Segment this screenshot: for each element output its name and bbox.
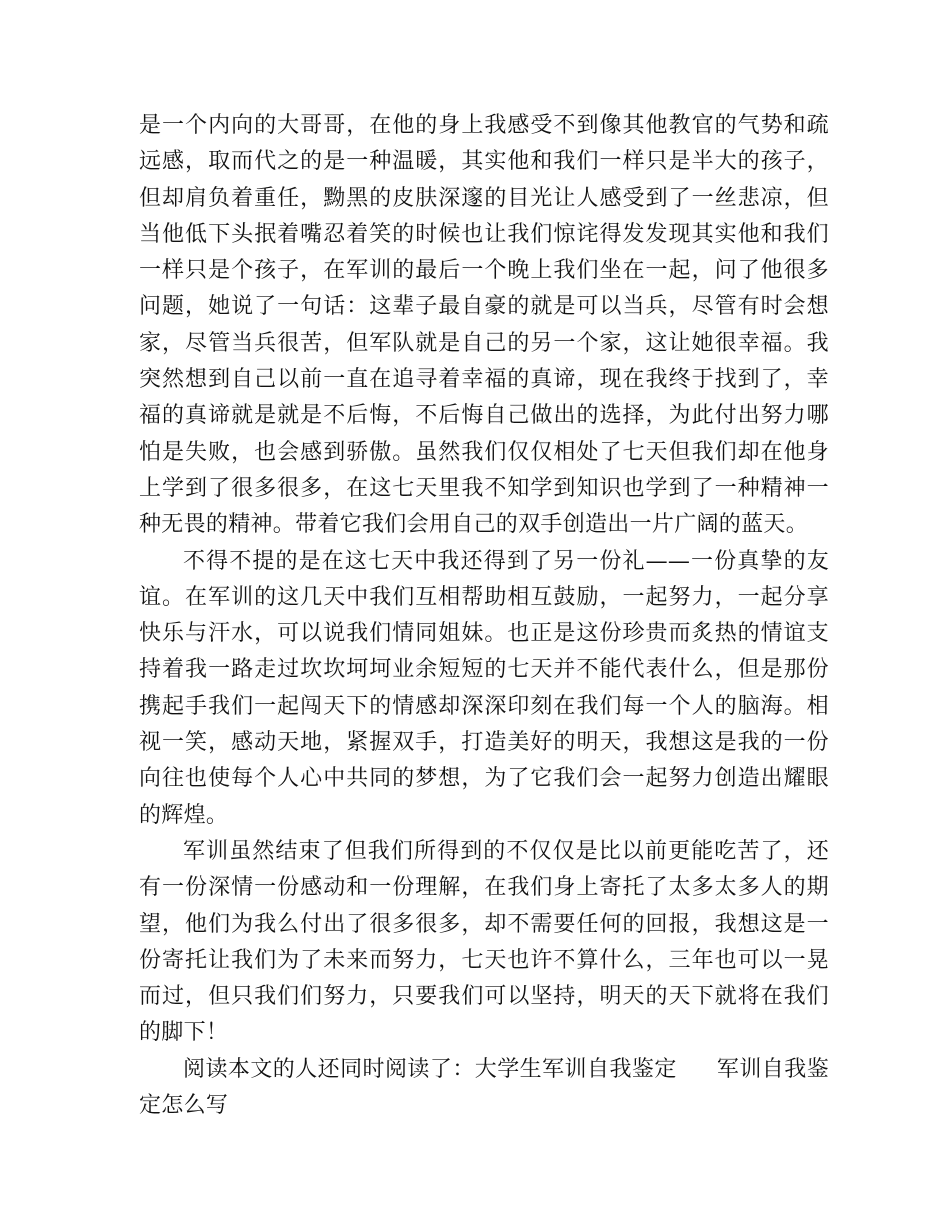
paragraph-3: 军训虽然结束了但我们所得到的不仅仅是比以前更能吃苦了，还有一份深情一份感动和一份理解，在我们身上寄托了太多太多人的期望，他们为我么付出了很多很多，却不需要任何的回报，我想这是一份寄托让我们为了未来而努力，七天也许不算什么，三年也可以一晃而过，但只我们们努力，只要我们可以坚持，明天的天下就将在我们的脚下！ <box>139 838 829 1046</box>
related-link-2[interactable]: 军训自我鉴定怎么写 <box>139 1056 829 1119</box>
article-body <box>139 108 829 1124</box>
paragraph-2: 不得不提的是在这七天中我还得到了另一份礼——一份真挚的友谊。在军训的这几天中我们互相帮助相互鼓励，一起努力，一起分享快乐与汗水，可以说我们情同姐妹。也正是这份珍贵而炙热的情谊支持着我一路走过坎坎坷坷业余短短的七天并不能代表什么，但是那份携起手我们一起闯天下的情感却深深印刻在我们每一个人的脑海。相视一笑，感动天地，紧握双手，打造美好的明天，我想这是我的一份向往也使每个人心中共同的梦想，为了它我们会一起努力创造出耀眼的辉煌。 <box>139 548 829 828</box>
paragraph-1: 是一个内向的大哥哥，在他的身上我感受不到像其他教官的气势和疏远感，取而代之的是一种温暖，其实他和我们一样只是半大的孩子，但却肩负着重任，黝黑的皮肤深邃的目光让人感受到了一丝悲凉，但当他低下头抿着嘴忍着笑的时候也让我们惊诧得发发现其实他和我们一样只是个孩子，在军训的最后一个晚上我们坐在一起，问了他很多问题，她说了一句话：这辈子最自豪的就是可以当兵，尽管有时会想家，尽管当兵很苦，但军队就是自己的另一个家，这让她很幸福。我突然想到自己以前一直在追寻着幸福的真谛，现在我终于找到了，幸福的真谛就是就是不后悔，不后悔自己做出的选择，为此付出努力哪怕是失败，也会感到骄傲。虽然我们仅仅相处了七天但我们却在他身上学到了很多很多，在这七天里我不知学到知识也学到了一种精神一种无畏的精神。带着它我们会用自己的双手创造出一片广阔的蓝天。 <box>139 113 829 538</box>
related-link-1[interactable]: 大学生军训自我鉴定 <box>474 1056 677 1082</box>
related-intro: 阅读本文的人还同时阅读了： <box>183 1056 475 1082</box>
related-reading <box>139 1052 829 1125</box>
